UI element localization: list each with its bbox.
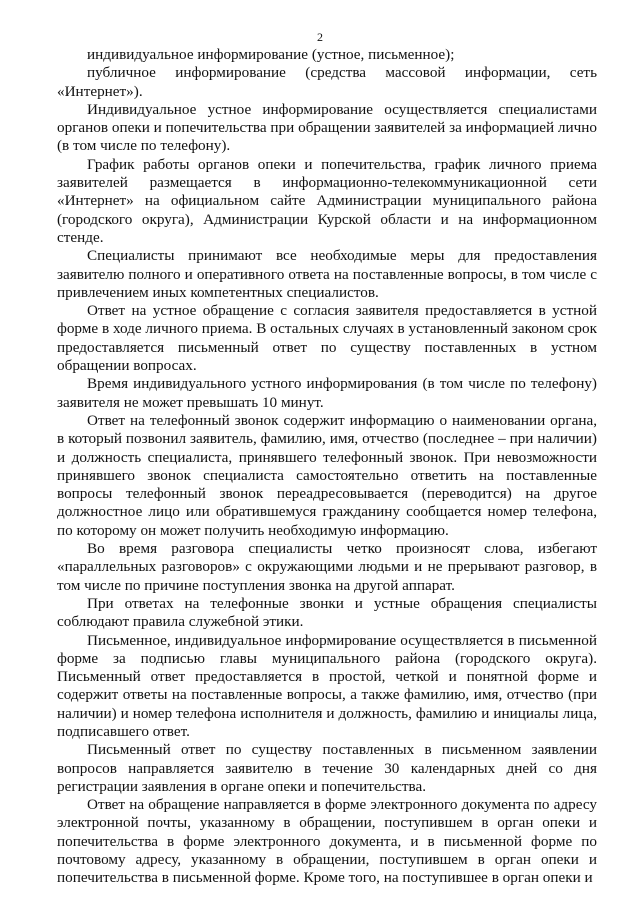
paragraph-service-ethics: При ответах на телефонные звонки и устные обращения специалисты соблюдают правила служебной этики. bbox=[57, 594, 597, 631]
paragraph-specialists-measures: Специалисты принимают все необходимые меры для предоставления заявителю полного и оперативного ответа на поставленные вопросы, в том числе с привлечением иных компетентных специалистов. bbox=[57, 247, 597, 301]
paragraph-public-informing: публичное информирование (средства массовой информации, сеть «Интернет»). bbox=[57, 64, 597, 100]
document-body bbox=[57, 46, 597, 888]
paragraph-oral-informing: Индивидуальное устное информирование осуществляется специалистами органов опеки и попечительства при обращении заявителей за информацией лично (в том числе по телефону). bbox=[57, 100, 597, 155]
paragraph-written-response-term: Письменный ответ по существу поставленных в письменном заявлении вопросов направляется заявителю в течение 30 календарных дней со дня регистрации заявления в органе опеки и попечительства. bbox=[57, 741, 597, 795]
paragraph-written-informing: Письменное, индивидуальное информирование осуществляется в письменной форме за подписью главы муниципального района (городского округа). Письменный ответ предоставляется в простой, четкой и понятной форме и содержит ответы на поставленные вопросы, а также фамилию, имя, отчество (при наличии) и номер телефона исполнителя и должность, фамилию и инициалы лица, подписавшего ответ. bbox=[57, 631, 597, 740]
paragraph-electronic-response: Ответ на обращение направляется в форме электронного документа по адресу электронной почты, указанному в обращении, поступившем в орган опеки и попечительства в форме электронного документа, и в письменной форме по почтовому адресу, указанному в обращении, поступившем в орган опеки и попечительства в письменной форме. Кроме того, на поступившее в орган опеки и bbox=[57, 796, 597, 887]
paragraph-phone-response: Ответ на телефонный звонок содержит информацию о наименовании органа, в который позвонил заявитель, фамилию, имя, отчество (последнее – при наличии) и должность специалиста, принявшего телефонный звонок. При невозможности принявшего звонок специалиста самостоятельно ответить на поставленные вопросы телефонный звонок переадресовывается (переводится) на другое должностное лицо или обратившемуся гражданину сообщается номер телефона, по которому он может получить необходимую информацию. bbox=[57, 411, 597, 539]
page-number: 2 bbox=[317, 30, 323, 44]
paragraph-oral-response: Ответ на устное обращение с согласия заявителя предоставляется в устной форме в ходе личного приема. В остальных случаях в установленный законом срок предоставляется письменный ответ по существу поставленных в устном обращении вопросах. bbox=[57, 302, 597, 375]
paragraph-conversation-rules: Во время разговора специалисты четко произносят слова, избегают «параллельных разговоров» с окружающими людьми и не прерывают разговор, в том числе по причине поступления звонка на другой аппарат. bbox=[57, 540, 597, 594]
paragraph-work-schedule: График работы органов опеки и попечительства, график личного приема заявителей размещается в информационно-телекоммуникационной сети «Интернет» на официальном сайте Администрации муниципального района (городского округа), Администрации Курской области и на информационном стенде. bbox=[57, 155, 597, 246]
paragraph-individual-informing: индивидуальное информирование (устное, письменное); bbox=[87, 46, 455, 63]
paragraph-informing-time: Время индивидуального устного информирования (в том числе по телефону) заявителя не может превышать 10 минут. bbox=[57, 375, 597, 411]
